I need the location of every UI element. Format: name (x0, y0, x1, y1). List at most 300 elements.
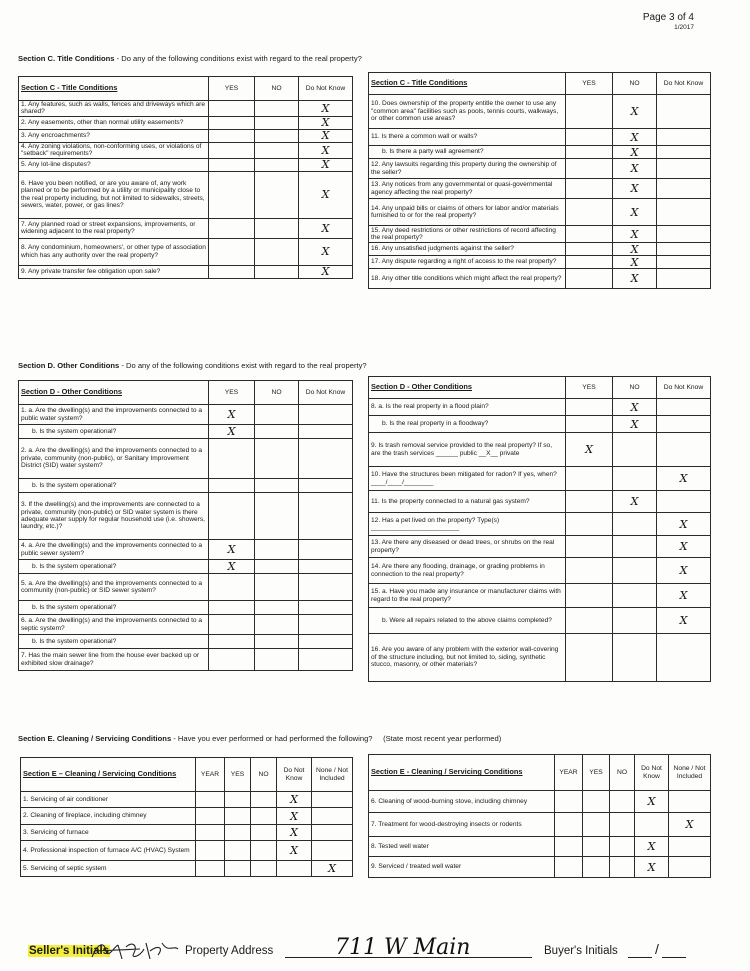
answer-dnk-checkbox[interactable]: X (277, 792, 312, 808)
answer-dnk-checkbox[interactable] (657, 179, 711, 199)
property-address-label: Property Address (185, 945, 274, 957)
answer-dnk-checkbox[interactable]: X (299, 171, 353, 218)
answer-yes-checkbox[interactable] (209, 101, 255, 117)
answer-yes-checkbox[interactable] (225, 825, 251, 841)
answer-yes-checkbox[interactable] (566, 558, 613, 584)
question-row (19, 615, 353, 635)
answer-yes-checkbox[interactable] (566, 467, 613, 491)
column-header: NO (613, 73, 657, 95)
question-text: 3. If the dwelling(s) and the improvements are connected to a private, community (non-public) or SID water system is there adequate water supply for regular household use (i.e. showers, laundry, etc.)? (19, 493, 209, 540)
question-row (19, 101, 353, 117)
answer-dnk-checkbox[interactable]: X (657, 513, 711, 536)
answer-year-checkbox[interactable] (196, 841, 225, 861)
question-row (19, 265, 353, 278)
answer-no-checkbox[interactable] (251, 792, 277, 808)
answer-dnk-checkbox[interactable] (299, 635, 353, 649)
answer-yes-checkbox[interactable] (566, 159, 613, 179)
question-text: 7. Any planned road or street expansions, improvements, or widening adjacent to the real property? (19, 218, 209, 238)
answer-yes-checkbox[interactable] (583, 791, 610, 813)
question-text: 1. a. Are the dwelling(s) and the improvements connected to a public water system? (19, 405, 209, 425)
table-title: Section E - Cleaning / Servicing Conditions (369, 755, 555, 791)
answer-year-checkbox[interactable] (196, 808, 225, 825)
question-text: b. Is the real property in a floodway? (369, 416, 566, 433)
question-text: 6. Cleaning of wood-burning stove, including chimney (369, 791, 555, 813)
question-text: 7. Treatment for wood-destroying insects or rodents (369, 813, 555, 837)
question-text: b. Is the system operational? (19, 479, 209, 493)
answer-yes-checkbox[interactable] (566, 146, 613, 159)
answer-dnk-checkbox[interactable] (277, 861, 312, 877)
question-row (19, 142, 353, 158)
answer-no-checkbox[interactable] (255, 218, 299, 238)
answer-dnk-checkbox[interactable]: X (299, 116, 353, 129)
question-text: 2. Any easements, other than normal utility easements? (19, 116, 209, 129)
answer-yes-checkbox[interactable] (566, 416, 613, 433)
answer-yes-checkbox[interactable] (566, 243, 613, 256)
answer-yes-checkbox[interactable] (566, 129, 613, 146)
table-title: Section C - Title Conditions (19, 77, 209, 101)
question-row (21, 808, 353, 825)
question-row (369, 416, 711, 433)
answer-dnk-checkbox[interactable]: X (299, 238, 353, 265)
question-text: 1. Servicing of air conditioner (21, 792, 196, 808)
answer-yes-checkbox[interactable] (566, 491, 613, 513)
answer-yes-checkbox[interactable] (583, 813, 610, 837)
answer-yes-checkbox[interactable] (209, 129, 255, 142)
answer-dnk-checkbox[interactable]: X (299, 101, 353, 117)
answer-yes-checkbox[interactable] (209, 635, 255, 649)
section-d-left-table (18, 380, 353, 671)
answer-dnk-checkbox[interactable] (657, 269, 711, 289)
question-row (369, 179, 711, 199)
answer-no-checkbox[interactable] (255, 601, 299, 615)
section-e-heading: Section E. Cleaning / Servicing Conditions - Have you ever performed or had performed the following? (State most recent year performed) (18, 734, 502, 743)
question-row (369, 129, 711, 146)
answer-yes-checkbox[interactable] (209, 265, 255, 278)
question-text: 3. Servicing of furnace (21, 825, 196, 841)
question-row (19, 405, 353, 425)
question-row (21, 861, 353, 877)
answer-no-checkbox[interactable]: X (613, 399, 657, 416)
answer-no-checkbox[interactable]: X (613, 256, 657, 269)
question-row (19, 493, 353, 540)
answer-no-checkbox[interactable] (255, 158, 299, 171)
question-row (19, 540, 353, 560)
answer-yes-checkbox[interactable]: X (209, 405, 255, 425)
answer-year-checkbox[interactable] (555, 857, 583, 878)
answer-yes-checkbox[interactable] (566, 584, 613, 608)
question-text: b. Is the system operational? (19, 635, 209, 649)
answer-yes-checkbox[interactable] (566, 536, 613, 558)
column-header: NO (613, 377, 657, 399)
answer-dnk-checkbox[interactable]: X (277, 825, 312, 841)
answer-dnk-checkbox[interactable]: X (299, 218, 353, 238)
answer-yes-checkbox[interactable]: X (566, 433, 613, 467)
answer-no-checkbox[interactable]: X (613, 179, 657, 199)
answer-no-checkbox[interactable] (255, 238, 299, 265)
section-d-right-table (368, 376, 711, 682)
answer-year-checkbox[interactable] (196, 825, 225, 841)
answer-dnk-checkbox[interactable] (657, 199, 711, 226)
answer-no-checkbox[interactable] (255, 142, 299, 158)
answer-dnk-checkbox[interactable] (299, 649, 353, 671)
answer-no-checkbox[interactable] (251, 841, 277, 861)
question-row (19, 171, 353, 218)
answer-dnk-checkbox[interactable] (657, 491, 711, 513)
question-text: 6. a. Are the dwelling(s) and the improvements connected to a septic system? (19, 615, 209, 635)
answer-yes-checkbox[interactable] (209, 615, 255, 635)
answer-no-checkbox[interactable] (255, 649, 299, 671)
answer-year-checkbox[interactable] (196, 861, 225, 877)
buyer-initials-separator: / (655, 941, 659, 957)
answer-dnk-checkbox[interactable]: X (277, 808, 312, 825)
answer-no-checkbox[interactable] (255, 479, 299, 493)
question-text: 17. Any dispute regarding a right of access to the real property? (369, 256, 566, 269)
page-header (643, 12, 694, 31)
table-title: Section E – Cleaning / Servicing Conditions (21, 758, 196, 792)
section-c-heading: Section C. Title Conditions - Do any of the following conditions exist with regard to the real property? (18, 54, 362, 63)
question-row (19, 479, 353, 493)
question-text: 7. Has the main sewer line from the house ever backed up or exhibited slow drainage? (19, 649, 209, 671)
question-row (369, 433, 711, 467)
question-row (369, 243, 711, 256)
answer-no-checkbox[interactable] (613, 608, 657, 634)
question-text: 18. Any other title conditions which might affect the real property? (369, 269, 566, 289)
section-c-right-table (368, 72, 711, 289)
answer-yes-checkbox[interactable] (566, 95, 613, 129)
answer-dnk-checkbox[interactable]: X (657, 608, 711, 634)
answer-yes-checkbox[interactable] (209, 601, 255, 615)
column-header: YES (209, 381, 255, 405)
question-text: 16. Are you aware of any problem with the exterior wall-covering of the structure including, but not limited to, siding, synthetic stucco, masonry, or other materials? (369, 634, 566, 682)
answer-dnk-checkbox[interactable]: X (635, 857, 669, 878)
question-row (369, 857, 711, 878)
question-row (19, 439, 353, 479)
answer-yes-checkbox[interactable] (583, 837, 610, 857)
answer-dnk-checkbox[interactable] (657, 416, 711, 433)
answer-dnk-checkbox[interactable]: X (657, 558, 711, 584)
answer-no-checkbox[interactable] (255, 540, 299, 560)
answer-yes-checkbox[interactable]: X (209, 540, 255, 560)
answer-dnk-checkbox[interactable] (299, 574, 353, 601)
answer-yes-checkbox[interactable] (225, 792, 251, 808)
buyer-initials-line-2[interactable] (662, 957, 686, 958)
answer-yes-checkbox[interactable] (209, 142, 255, 158)
answer-dnk-checkbox[interactable] (657, 634, 711, 682)
question-row (19, 158, 353, 171)
question-text: 3. Any encroachments? (19, 129, 209, 142)
answer-yes-checkbox[interactable] (209, 649, 255, 671)
question-row (19, 560, 353, 574)
question-row (369, 467, 711, 491)
question-row (369, 837, 711, 857)
answer-dnk-checkbox[interactable] (657, 129, 711, 146)
answer-no-checkbox[interactable] (610, 857, 635, 878)
property-address-value[interactable]: 711 W Main (335, 935, 471, 960)
answer-dnk-checkbox[interactable] (657, 159, 711, 179)
answer-yes-checkbox[interactable]: X (209, 560, 255, 574)
question-text: b. Is there a party wall agreement? (369, 146, 566, 159)
answer-dnk-checkbox[interactable] (657, 226, 711, 243)
answer-no-checkbox[interactable] (255, 405, 299, 425)
answer-dnk-checkbox[interactable]: X (299, 129, 353, 142)
question-row (369, 269, 711, 289)
answer-year-checkbox[interactable] (555, 837, 583, 857)
answer-dnk-checkbox[interactable]: X (299, 158, 353, 171)
answer-no-checkbox[interactable] (255, 116, 299, 129)
section-c-left-table (18, 76, 353, 279)
question-text: b. Is the system operational? (19, 601, 209, 615)
answer-dnk-checkbox[interactable] (299, 405, 353, 425)
answer-yes-checkbox[interactable] (209, 158, 255, 171)
answer-yes-checkbox[interactable] (566, 256, 613, 269)
answer-yes-checkbox[interactable] (225, 841, 251, 861)
answer-none-checkbox[interactable] (669, 857, 711, 878)
question-text: 9. Is trash removal service provided to the real property? If so, are the trash services ______ public __X__ private (369, 433, 566, 467)
answer-dnk-checkbox[interactable] (299, 479, 353, 493)
column-header: YES (583, 755, 610, 791)
answer-no-checkbox[interactable] (613, 634, 657, 682)
answer-dnk-checkbox[interactable]: X (657, 467, 711, 491)
question-text: 1. Any features, such as walls, fences and driveways which are shared? (19, 101, 209, 117)
answer-dnk-checkbox[interactable]: X (657, 584, 711, 608)
column-header: Do Not Know (657, 377, 711, 399)
question-text: 11. Is the property connected to a natural gas system? (369, 491, 566, 513)
answer-no-checkbox[interactable]: X (613, 129, 657, 146)
column-header: YES (225, 758, 251, 792)
question-text: 14. Any unpaid bills or claims of others for labor and/or materials furnished to or for the real property? (369, 199, 566, 226)
answer-no-checkbox[interactable]: X (613, 416, 657, 433)
answer-dnk-checkbox[interactable] (299, 560, 353, 574)
question-text: 6. Have you been notified, or are you aware of, any work planned or to be performed by a utility or municipality close to the real property including, but not limited to sidewalks, streets, sewers, water, power, or gas lines? (19, 171, 209, 218)
question-row (19, 116, 353, 129)
answer-dnk-checkbox[interactable] (635, 813, 669, 837)
answer-year-checkbox[interactable] (555, 791, 583, 813)
question-row (369, 791, 711, 813)
question-row (19, 601, 353, 615)
question-text: 14. Are there any flooding, drainage, or grading problems in connection to the real property? (369, 558, 566, 584)
question-row (369, 199, 711, 226)
question-text: b. Were all repairs related to the above claims completed? (369, 608, 566, 634)
answer-dnk-checkbox[interactable] (299, 425, 353, 439)
column-header: None / Not Included (669, 755, 711, 791)
answer-no-checkbox[interactable] (255, 129, 299, 142)
question-row (19, 574, 353, 601)
question-text: 11. Is there a common wall or walls? (369, 129, 566, 146)
column-header: YEAR (196, 758, 225, 792)
question-row (369, 536, 711, 558)
answer-dnk-checkbox[interactable]: X (657, 536, 711, 558)
answer-year-checkbox[interactable] (196, 792, 225, 808)
answer-dnk-checkbox[interactable] (299, 601, 353, 615)
answer-no-checkbox[interactable]: X (613, 146, 657, 159)
question-text: 12. Has a pet lived on the property? Type(s) ________________________ (369, 513, 566, 536)
question-text: 5. Any lot-line disputes? (19, 158, 209, 171)
question-text: 4. Professional inspection of furnace A/C (HVAC) System (21, 841, 196, 861)
question-text: 8. Any condominium, homeowners', or other type of association which has any authority over the real property? (19, 238, 209, 265)
answer-yes-checkbox[interactable] (209, 116, 255, 129)
answer-dnk-checkbox[interactable] (299, 493, 353, 540)
answer-year-checkbox[interactable] (555, 813, 583, 837)
question-row (369, 608, 711, 634)
column-header: Do Not Know (299, 77, 353, 101)
answer-no-checkbox[interactable] (251, 825, 277, 841)
answer-dnk-checkbox[interactable] (299, 439, 353, 479)
answer-yes-checkbox[interactable] (209, 479, 255, 493)
answer-no-checkbox[interactable] (251, 861, 277, 877)
answer-no-checkbox[interactable]: X (613, 95, 657, 129)
answer-no-checkbox[interactable] (255, 635, 299, 649)
answer-yes-checkbox[interactable] (209, 238, 255, 265)
answer-yes-checkbox[interactable] (566, 513, 613, 536)
answer-no-checkbox[interactable] (255, 574, 299, 601)
buyer-initials-label: Buyer's Initials (544, 945, 618, 957)
answer-no-checkbox[interactable] (613, 584, 657, 608)
question-row (369, 399, 711, 416)
question-row (369, 95, 711, 129)
answer-none-checkbox[interactable] (312, 808, 353, 825)
question-row (19, 238, 353, 265)
answer-no-checkbox[interactable] (613, 558, 657, 584)
answer-no-checkbox[interactable] (255, 425, 299, 439)
answer-yes-checkbox[interactable] (583, 857, 610, 878)
answer-no-checkbox[interactable] (255, 439, 299, 479)
answer-yes-checkbox[interactable] (566, 634, 613, 682)
column-header: Do Not Know (657, 73, 711, 95)
answer-yes-checkbox[interactable] (209, 574, 255, 601)
question-text: 5. Servicing of septic system (21, 861, 196, 877)
answer-no-checkbox[interactable] (255, 615, 299, 635)
column-header: Do Not Know (277, 758, 312, 792)
answer-dnk-checkbox[interactable] (657, 399, 711, 416)
answer-no-checkbox[interactable] (251, 808, 277, 825)
table-title: Section D - Other Conditions (19, 381, 209, 405)
answer-none-checkbox[interactable]: X (312, 861, 353, 877)
answer-yes-checkbox[interactable] (566, 269, 613, 289)
answer-no-checkbox[interactable] (255, 265, 299, 278)
answer-yes-checkbox[interactable] (209, 493, 255, 540)
answer-yes-checkbox[interactable] (566, 199, 613, 226)
column-header: NO (610, 755, 635, 791)
column-header: Do Not Know (299, 381, 353, 405)
answer-yes-checkbox[interactable] (209, 218, 255, 238)
question-text: b. Is the system operational? (19, 425, 209, 439)
question-text: 9. Any private transfer fee obligation upon sale? (19, 265, 209, 278)
column-header: None / Not Included (312, 758, 353, 792)
section-d-heading: Section D. Other Conditions - Do any of the following conditions exist with regard to the real property? (18, 361, 367, 370)
question-text: 12. Any lawsuits regarding this property during the ownership of the seller? (369, 159, 566, 179)
column-header: YEAR (555, 755, 583, 791)
answer-no-checkbox[interactable] (613, 433, 657, 467)
question-text: 13. Are there any diseased or dead trees, or shrubs on the real property? (369, 536, 566, 558)
answer-no-checkbox[interactable] (613, 467, 657, 491)
question-row (369, 256, 711, 269)
answer-no-checkbox[interactable] (255, 101, 299, 117)
question-text: 13. Any notices from any governmental or quasi-governmental agency affecting the real property? (369, 179, 566, 199)
answer-none-checkbox[interactable] (669, 791, 711, 813)
answer-none-checkbox[interactable] (312, 825, 353, 841)
answer-no-checkbox[interactable] (610, 791, 635, 813)
question-row (19, 635, 353, 649)
question-row (369, 813, 711, 837)
answer-no-checkbox[interactable]: X (613, 159, 657, 179)
question-row (369, 558, 711, 584)
answer-yes-checkbox[interactable] (566, 608, 613, 634)
column-header: YES (566, 73, 613, 95)
question-row (19, 218, 353, 238)
answer-yes-checkbox[interactable] (209, 439, 255, 479)
answer-yes-checkbox[interactable] (566, 399, 613, 416)
question-row (369, 513, 711, 536)
table-title: Section C - Title Conditions (369, 73, 566, 95)
answer-no-checkbox[interactable]: X (613, 226, 657, 243)
answer-dnk-checkbox[interactable] (657, 256, 711, 269)
answer-dnk-checkbox[interactable] (299, 540, 353, 560)
question-row (369, 146, 711, 159)
seller-initials-label: Seller's Initials (29, 945, 110, 957)
answer-yes-checkbox[interactable]: X (209, 425, 255, 439)
question-text: 15. a. Have you made any insurance or manufacturer claims with regard to the real property? (369, 584, 566, 608)
question-text: 10. Does ownership of the property entitle the owner to use any "common area" facilities such as pools, tennis courts, walkways, or other common use areas? (369, 95, 566, 129)
answer-yes-checkbox[interactable] (225, 861, 251, 877)
answer-none-checkbox[interactable] (312, 792, 353, 808)
answer-no-checkbox[interactable] (610, 813, 635, 837)
question-text: 2. a. Are the dwelling(s) and the improvements connected to a private, community (non-public), or Sanitary Improvement District (SID) water system? (19, 439, 209, 479)
answer-none-checkbox[interactable] (312, 841, 353, 861)
question-row (369, 491, 711, 513)
answer-yes-checkbox[interactable] (209, 171, 255, 218)
answer-dnk-checkbox[interactable] (299, 615, 353, 635)
answer-none-checkbox[interactable]: X (669, 813, 711, 837)
question-row (369, 634, 711, 682)
answer-no-checkbox[interactable] (610, 837, 635, 857)
answer-no-checkbox[interactable] (255, 560, 299, 574)
question-row (369, 159, 711, 179)
column-header: YES (566, 377, 613, 399)
answer-dnk-checkbox[interactable] (657, 146, 711, 159)
answer-dnk-checkbox[interactable] (657, 433, 711, 467)
question-text: 4. a. Are the dwelling(s) and the improvements connected to a public sewer system? (19, 540, 209, 560)
question-text: 8. Tested well water (369, 837, 555, 857)
answer-no-checkbox[interactable]: X (613, 243, 657, 256)
answer-no-checkbox[interactable]: X (613, 491, 657, 513)
answer-dnk-checkbox[interactable] (657, 95, 711, 129)
answer-no-checkbox[interactable] (613, 513, 657, 536)
answer-dnk-checkbox[interactable]: X (635, 837, 669, 857)
section-e-left-table (20, 757, 353, 877)
question-row (19, 425, 353, 439)
answer-dnk-checkbox[interactable]: X (635, 791, 669, 813)
column-header: NO (251, 758, 277, 792)
answer-no-checkbox[interactable]: X (613, 199, 657, 226)
buyer-initials-line-1[interactable] (628, 957, 652, 958)
answer-dnk-checkbox[interactable]: X (299, 142, 353, 158)
answer-yes-checkbox[interactable] (566, 226, 613, 243)
answer-yes-checkbox[interactable] (566, 179, 613, 199)
answer-dnk-checkbox[interactable]: X (277, 841, 312, 861)
answer-no-checkbox[interactable] (255, 171, 299, 218)
answer-no-checkbox[interactable]: X (613, 269, 657, 289)
answer-yes-checkbox[interactable] (225, 808, 251, 825)
question-text: 16. Any unsatisfied judgments against the seller? (369, 243, 566, 256)
answer-dnk-checkbox[interactable] (657, 243, 711, 256)
question-row (21, 792, 353, 808)
answer-dnk-checkbox[interactable]: X (299, 265, 353, 278)
answer-no-checkbox[interactable] (613, 536, 657, 558)
answer-none-checkbox[interactable] (669, 837, 711, 857)
form-date: 1/2017 (674, 24, 694, 31)
answer-no-checkbox[interactable] (255, 493, 299, 540)
question-text: 2. Cleaning of fireplace, including chimney (21, 808, 196, 825)
